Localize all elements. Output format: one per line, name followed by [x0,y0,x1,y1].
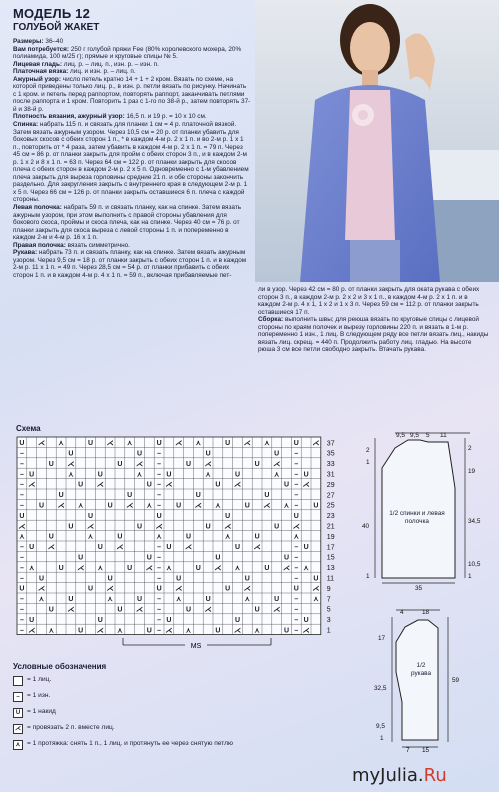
chart-cell-symbol: ⋏ [78,502,84,510]
row-number: 15 [326,554,335,562]
chart-cell-symbol: – [157,554,162,562]
chart-cell-symbol: – [294,471,299,479]
dim-text: 34,5 [468,518,481,525]
model-photo [255,0,499,282]
row-number: 13 [326,565,335,573]
chart-cell-symbol: U [19,585,25,593]
chart-cell-symbol: – [294,564,299,572]
chart-cell-symbol: ⋏ [166,564,172,572]
chart-cell-symbol: ⋌ [302,627,310,635]
chart-cell-symbol: ⋏ [87,533,94,541]
chart-cell-symbol: U [195,564,201,572]
chart-cell-symbol: U [117,460,123,468]
chart-cell-symbol: ⋌ [214,564,222,572]
chart-cell-symbol: U [234,544,241,552]
chart-cell-symbol: ⋌ [253,544,261,552]
chart-cell-symbol: U [48,533,54,541]
dim-text: 1 [366,573,370,580]
chart-cell-symbol: U [283,627,290,635]
chart-cell-symbol: U [176,575,182,583]
chart-grid [17,437,321,635]
chart-cell-symbol: ⋌ [106,585,114,593]
chart-cell-symbol: U [48,606,54,614]
row-number: 31 [326,471,335,479]
chart-cell-symbol: ⋌ [165,481,173,489]
chart-cell-symbol: U [117,606,123,614]
chart-cell-symbol: – [157,502,162,510]
chart-cell-symbol: ⋌ [234,627,241,635]
chart-cell-symbol: U [303,616,309,624]
chart-cell-symbol: ⋌ [155,523,163,531]
chart-cell-symbol: ⋌ [302,481,310,489]
site-watermark: myJulia.Ru [352,765,447,786]
chart-cell-symbol: ⋏ [136,471,143,479]
row-number: 21 [326,523,335,531]
chart-cell-symbol: ⋌ [243,585,251,593]
chart-cell-symbol: ⋌ [273,460,281,468]
pattern-label: 1/2 рукава [410,662,432,677]
chart-cell-symbol: – [157,616,162,624]
dim-text: 35 [415,585,423,592]
chart-cell-symbol: ⋏ [244,596,250,604]
chart-cell-symbol: U [274,523,280,531]
chart-cell-symbol: ⋌ [38,585,45,593]
chart-cell-symbol: U [146,554,152,562]
dim-text: 5 [426,432,430,439]
model-title: МОДЕЛЬ 12 [13,6,91,21]
chart-cell-symbol: U [264,492,270,500]
chart-cell-symbol: ⋌ [243,440,251,448]
chart-cell-symbol: U [225,440,231,448]
chart-cell-symbol: ⋌ [57,502,65,510]
chart-cell-symbol: U [166,616,172,624]
chart-cell-symbol: ⋌ [136,460,143,468]
chart-cell-symbol: – [294,616,299,624]
chart-cell-symbol: U [127,492,133,500]
chart-cell-symbol: – [294,492,299,500]
pattern-back-front [360,428,490,592]
chart-cell-symbol: ⋌ [28,481,36,489]
chart-cell-symbol: ⋌ [312,440,320,448]
chart-cell-symbol: U [303,471,309,479]
dim-text: 2 [468,445,472,452]
chart-cell-symbol: ⋌ [136,606,143,614]
chart-cell-symbol: ⋌ [263,502,271,510]
row-number: 1 [326,627,331,635]
chart-cell-symbol: ⋏ [264,440,270,448]
chart-cell-symbol: U [185,533,192,541]
chart-cell-symbol: U [303,544,309,552]
chart-cell-symbol: – [294,575,299,583]
chart-cell-symbol: U [107,575,113,583]
k2tog-symbol: ⋌ [15,726,21,732]
chart-cell-symbol: – [19,575,24,583]
chart-cell-symbol: – [19,544,24,552]
chart-cell-symbol: – [294,460,299,468]
dim-text: 15 [422,747,430,754]
chart-cell-symbol: ⋌ [175,585,183,593]
chart-cell-symbol: ⋌ [47,544,55,552]
chart-cell-symbol: U [234,471,241,479]
chart-cell-symbol: U [29,616,35,624]
chart-cell-symbol: ⋏ [146,502,152,510]
chart-cell-symbol: ⋏ [313,596,319,604]
chart-cell-symbol: U [78,627,84,635]
chart-cell-symbol: ⋏ [19,533,25,541]
chart-cell-symbol: ⋌ [283,564,290,572]
chart-cell-symbol: ⋏ [58,440,64,448]
chart-cell-symbol: U [254,533,260,541]
chart-cell-symbol: – [19,450,24,458]
chart-cell-symbol: ⋏ [225,533,231,541]
chart-cell-symbol: ⋏ [127,440,133,448]
chart-cell-symbol: U [127,564,133,572]
chart-cell-symbol: – [157,606,162,614]
chart-cell-symbol: ⋌ [87,523,94,531]
row-number: 17 [326,544,335,552]
yarn-over-symbol: U [13,708,23,718]
chart-cell-symbol: – [294,606,299,614]
chart-cell-symbol: U [97,544,103,552]
chart-cell-symbol: U [293,512,299,520]
dim-text: 59 [452,677,460,684]
chart-cell-symbol: U [283,481,290,489]
paragraph: Правая полочка: вязать симметрично. [13,241,130,249]
chart-cell-symbol: – [157,471,162,479]
chart-cell-symbol: U [195,492,201,500]
chart-cell-symbol: U [68,596,74,604]
chart-cell-symbol: ⋏ [117,627,123,635]
chart-cell-symbol: ⋏ [156,533,162,541]
chart-cell-symbol: ⋏ [107,596,113,604]
chart-cell-symbol: – [294,481,299,489]
chart-cell-symbol: U [283,554,290,562]
dim-text: 9,5 [410,432,419,439]
chart-cell-symbol: ⋌ [96,481,104,489]
chart-cell-symbol: U [78,481,84,489]
chart-cell-symbol: U [185,460,192,468]
chart-cell-symbol: U [205,596,211,604]
chart-cell-symbol: U [215,627,221,635]
chart-cell-symbol: U [146,481,152,489]
chart-cell-symbol: – [157,492,162,500]
chart-cell-symbol: – [294,450,299,458]
chart-row-numbers [327,440,335,634]
dim-text: 1 [366,459,370,466]
chart-cell-symbol: U [205,450,211,458]
paragraph: Вам потребуется: 250 г голубой пряжи Fee (80% королевского мохера, 20% полиамида, 100 м/25 г); прямые и круговые спицы № 5. [13,45,242,61]
chart-cell-symbol: U [68,523,74,531]
row-number: 7 [326,596,331,604]
dim-text: 1 [468,573,472,580]
schema-title: Схема [16,424,41,433]
chart-cell-symbol: ⋌ [38,440,45,448]
purl-symbol: – [13,692,23,702]
chart-cell-symbol: U [225,585,231,593]
paragraph: Сборка: выполнить швы; для реюша вязать по круговые спицы с лицевой стороны по краям полочек и вырезу горловины 220 п. и вязать в 1-м р. попеременно 1 изн., 1 лиц. В следующем ряду все петли вязать лиц., накиды вязать лиц. скрещ. = 440 п. Продолжить работу лиц. гладью. На высоте рюша 3 см все петли свободно закрыть. Втачать рукава. [258,316,489,354]
chart-cell-symbol: ⋌ [67,460,75,468]
chart-cell-symbol: U [136,596,143,604]
chart-cell-symbol: U [313,575,319,583]
dim-text: 9,5 [396,432,405,439]
chart-cell-symbol: ⋌ [175,440,183,448]
chart-cell-symbol: U [293,440,299,448]
legend-title: Условные обозначения [13,662,107,671]
row-number: 37 [326,440,335,448]
row-number: 9 [326,585,331,593]
chart-cell-symbol: U [215,481,221,489]
chart-cell-symbol: U [293,585,299,593]
paragraph: Платочная вязка: лиц. и изн. р. – лиц. п. [13,68,136,76]
chart-cell-symbol: U [185,606,192,614]
repeat-label: MS [190,643,202,650]
chart-cell-symbol: U [234,616,241,624]
chart-cell-symbol: U [68,450,74,458]
chart-cell-symbol: – [19,564,24,572]
chart-cell-symbol: U [254,606,260,614]
chart-cell-symbol: – [157,575,162,583]
chart-cell-symbol: ⋏ [195,440,201,448]
chart-cell-symbol: – [19,502,24,510]
chart-cell-symbol: U [244,502,250,510]
dim-text: 18 [422,609,430,616]
chart-cell-symbol: ⋏ [38,596,45,604]
chart-cell-symbol: U [117,533,123,541]
chart-cell-symbol: ⋌ [273,606,281,614]
dim-text: 7 [406,747,410,754]
chart-cell-symbol: – [294,596,299,604]
chart-cell-symbol: – [19,471,24,479]
chart-cell-symbol: ⋏ [29,564,35,572]
chart-cell-symbol: U [264,564,270,572]
chart-cell-symbol: ⋌ [126,502,134,510]
chart-cell-symbol: ⋌ [96,627,104,635]
paragraph: ли в узор. Через 42 см = 80 р. от планки закрыть для оката рукава с обеих сторон 3 п., в каждом 2-м р. 2 х 2 и 3 х 1 п., в каждом 4-м р. 2 х 1 п. и в каждом 2-м р. 4 х 1, 1 х 2 и 1 х 3 п. Через 59 см = 112 р. от планки закрыть оставшиеся 17 п. [258,286,480,316]
chart-cell-symbol: ⋌ [28,627,36,635]
chart-cell-symbol: ⋌ [224,523,232,531]
chart-cell-symbol: U [58,492,64,500]
chart-cell-symbol: U [274,450,280,458]
knit-symbol [13,676,23,686]
chart-cell-symbol: – [157,481,162,489]
dim-text: 2 [366,447,370,454]
chart-cell-symbol: ⋏ [176,596,182,604]
pattern-sleeve [370,602,490,752]
chart-cell-symbol: ⋏ [48,627,54,635]
chart-cell-symbol: ⋏ [254,627,260,635]
chart-cell-symbol: U [274,596,280,604]
row-number: 29 [326,481,335,489]
row-number: 27 [326,492,335,500]
dim-text: 11 [440,432,447,439]
chart-cell-symbol: ⋌ [145,564,153,572]
dim-text: 17 [378,635,386,642]
row-number: 11 [326,575,335,583]
chart-cell-symbol: – [294,627,299,635]
paragraph: Размеры: 36–40 [13,38,64,45]
chart-cell-symbol: U [225,512,231,520]
chart-cell-symbol: ⋏ [234,564,241,572]
chart-cell-symbol: – [157,627,162,635]
chart-cell-symbol: ⋌ [18,523,26,531]
chart-cell-symbol: U [38,502,45,510]
chart-cell-symbol: – [19,616,24,624]
row-number: 19 [326,533,335,541]
chart-cell-symbol: U [156,440,162,448]
instructions-left [13,38,251,280]
chart-cell-symbol: U [136,523,143,531]
skp-symbol: ⋏ [13,740,23,750]
chart-cell-symbol: ⋏ [283,502,290,510]
chart-cell-symbol: ⋌ [116,544,124,552]
dim-text: 19 [468,468,476,475]
knitting-chart [15,433,345,655]
chart-cell-symbol: U [156,512,162,520]
chart-cell-symbol: U [87,440,94,448]
chart-cell-symbol: U [87,512,94,520]
row-number: 5 [326,606,331,614]
chart-cell-symbol: – [19,481,24,489]
chart-cell-symbol: – [157,544,162,552]
dim-text: 40 [362,523,370,530]
row-number: 35 [326,450,335,458]
chart-cell-symbol: – [19,606,24,614]
chart-cell-symbol: – [19,554,24,562]
row-number: 3 [326,617,331,625]
chart-cell-symbol: U [48,460,54,468]
dim-text: 10,5 [468,561,481,568]
chart-cell-symbol: ⋏ [215,502,221,510]
chart-cell-symbol: ⋏ [205,471,211,479]
chart-cell-symbol: – [157,450,162,458]
chart-cell-symbol: U [205,523,211,531]
chart-cell-symbol: U [19,440,25,448]
chart-cell-symbol: U [146,627,152,635]
paragraph: Рукава: набрать 73 п. и связать планку, как на спинке. Затем вязать ажурным узором. Через 9,5 см = 18 р. от планки закрыть с обеих сторон 1 п. и в каждом 2-м р. 11 х 1 п. = 49 п. Через 28,5 см = 54 р. от планки прибавить с обеих сторон 1 п. и в каждом 4-м р. 4 х 1 п. = 59 п., включая прибавляемые пет- [13,249,247,279]
chart-cell-symbol: U [107,502,113,510]
chart-cell-symbol: ⋌ [77,564,85,572]
paragraph: Плотность вязания, ажурный узор: 16,5 п. и 19 р. = 10 х 10 см. [13,113,207,121]
chart-cell-symbol: ⋌ [204,460,212,468]
row-number: 23 [326,513,335,521]
chart-cell-symbol: ⋏ [293,533,299,541]
chart-cell-symbol: U [166,471,172,479]
chart-cell-symbol: ⋌ [106,440,114,448]
chart-cell-symbol: ⋌ [234,481,241,489]
chart-cell-symbol: U [215,554,221,562]
chart-cell-symbol: U [78,554,84,562]
chart-cell-symbol: ⋏ [274,471,280,479]
repeat-marker [123,638,271,650]
chart-cell-symbol: U [244,575,250,583]
chart-cell-symbol: ⋏ [185,627,192,635]
paragraph: Лицевая гладь: лиц. р. – лиц. п., изн. р. – изн. п. [13,60,159,68]
chart-cell-symbol: U [29,544,35,552]
chart-cell-symbol: U [97,616,103,624]
chart-cell-symbol: U [58,564,64,572]
chart-cell-symbol: ⋏ [68,471,74,479]
chart-cell-symbol: ⋌ [292,523,300,531]
chart-cell-symbol: ⋌ [165,627,173,635]
instructions-right [258,286,490,354]
chart-cell-symbol: U [254,460,260,468]
photo-illustration [255,0,499,282]
dim-text: 4 [400,609,404,616]
chart-cell-symbol: U [87,585,94,593]
chart-cell-symbol: U [38,575,45,583]
paragraph: Левая полочка: набрать 59 п. и связать планку, как на спинке. Затем вязать ажурным узором, при этом выполнить с правой стороны убавления для бокового скоса, проймы и скоса плеча, как на спинке. Через 40 см = 76 р. от планки закрыть для скоса выреза с левой стороны 1 п. и попеременно в каждом 2-м и 4-м р. 16 х 1 п. [13,204,242,242]
chart-cell-symbol: – [294,554,299,562]
chart-cell-symbol: ⋌ [185,544,192,552]
chart-cell-symbol: ⋌ [194,502,202,510]
chart-cell-symbol: – [19,492,24,500]
chart-cell-symbol: – [157,460,162,468]
chart-cell-symbol: U [176,502,182,510]
row-number: 25 [326,502,335,510]
chart-cell-symbol: – [294,544,299,552]
chart-cell-symbol: U [97,471,103,479]
row-number: 33 [326,461,335,469]
chart-cell-symbol: U [313,502,319,510]
chart-cell-symbol: U [29,471,35,479]
chart-cell-symbol: U [166,544,172,552]
chart-cell-symbol: ⋌ [312,585,320,593]
chart-cell-symbol: ⋌ [204,606,212,614]
paragraph: Спинка: набрать 115 п. и связать для планки 1 см = 4 р. платочной вязкой. Затем вязать ажурным узором. Через 10,5 см = 20 р. от планки убавить для боковых скосов с обеих сторон 1 п., * в каждом 4-м р. 2 х 1 п. и во 2-м р. 1 х 1 п., повторить от * 4 раза, затем убавить в каждом 4-м р. 2 х 1 п. = 79 п. Через 45 см = 86 р. от планки закрыть для пройм с обеих сторон 3 п., и в каждом 2-м р. 1 х 2 и 8 х 1 п. = 63 п. Через 64 см = 122 р. от планки закрыть для скосов плеча с обеих сторон в каждом 2-м р. 2 х 5 п. Одновременно с 1-м убавлением плеча закрыть для выреза горловины средние 21 п. и обе стороны закончить раздельно. Для закругления закрыть с внутреннего края в следующем 2-м р. 1 х 5 п. Через 66 см = 126 р. от планки закрыть оставшиеся 6 п. плеча с каждой стороны. [13,121,249,204]
dim-text: 9,5 [376,723,385,730]
chart-cell-symbol: – [19,596,24,604]
chart-cell-symbol: U [156,585,162,593]
dim-text: 32,5 [374,685,387,692]
pattern-label: 1/2 спинки и левая полочка [389,510,445,525]
chart-cell-symbol: – [294,502,299,510]
chart-cell-symbol: ⋏ [303,564,309,572]
paragraph: Ажурный узор: число петель кратно 14 + 1 + 2 кром. Вязать по схеме, на которой приведены только лиц. р., в изн. р. петли вязать по рисунку. Начинать с 1 кром. и петель перед раппортом, повторять раппорт, заканчивать петлями после раппорта и 1 кром. Повторить 1 раз с 1-го по 38-й р., затем повторять 37-й и 38-й р. [13,75,251,113]
chart-cell-symbol: U [136,450,143,458]
chart-cell-symbol: – [157,596,162,604]
model-subtitle: ГОЛУБОЙ ЖАКЕТ [13,22,100,33]
chart-cell-symbol: – [19,627,24,635]
dim-text: 1 [380,735,384,742]
chart-cell-symbol: U [19,512,25,520]
chart-cell-symbol: ⋌ [67,606,75,614]
chart-cell-symbol: ⋏ [97,564,103,572]
chart-cell-symbol: – [19,460,24,468]
chart-cell-symbol: – [157,564,162,572]
